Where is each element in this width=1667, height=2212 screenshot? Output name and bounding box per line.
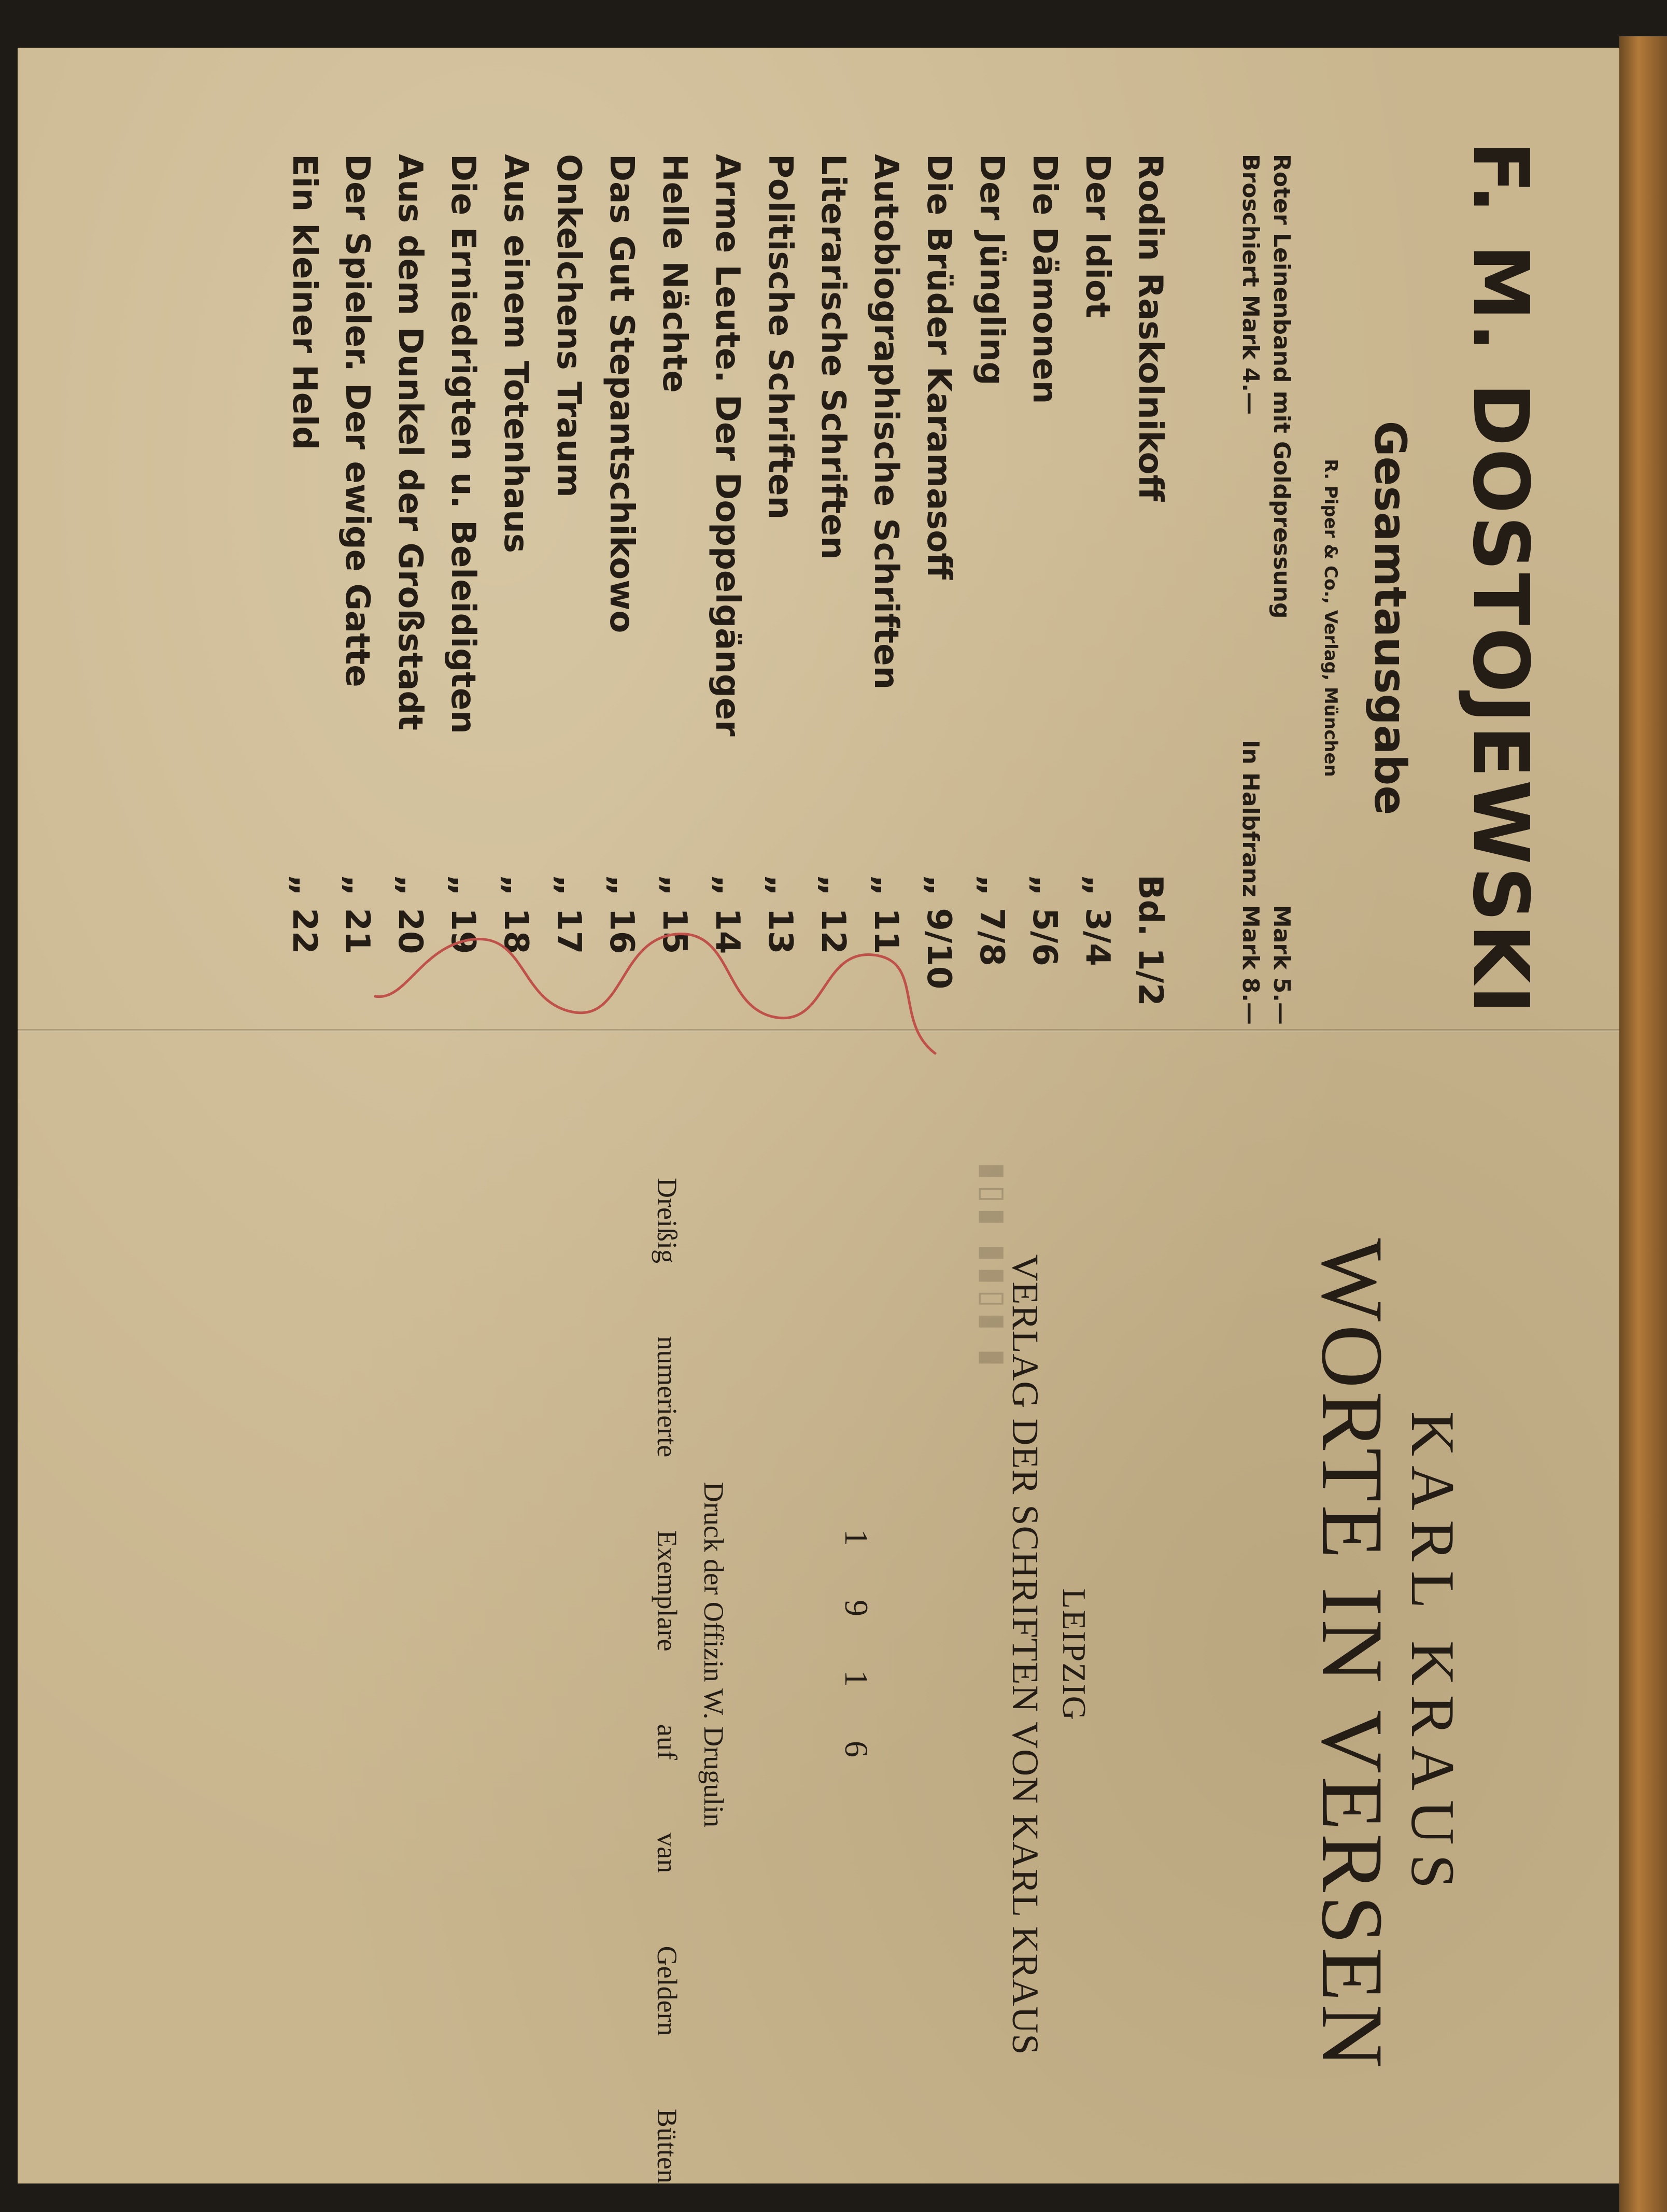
- book-list: [277, 154, 1176, 1006]
- title-page-printer: Druck der Offizin W. Drugulin: [698, 1482, 729, 1828]
- edition-word: Geldern: [652, 1946, 683, 2036]
- edition-word: Exemplare: [652, 1530, 683, 1652]
- edition-word: auf: [652, 1724, 683, 1760]
- book-volume: „ 9/10: [920, 875, 958, 990]
- title-page-place: LEIPZIG: [1056, 1588, 1093, 1721]
- book-title: Literarische Schriften: [814, 154, 852, 560]
- title-page-title: WORTE IN VERSEN: [1304, 1238, 1401, 2072]
- book-entry: [595, 154, 647, 999]
- binding-price: Mark 5.—: [1268, 905, 1295, 1025]
- edition-word: numerierte: [652, 1336, 683, 1458]
- book-volume: „ 3/4: [1078, 875, 1117, 966]
- book-title: Der Jüngling: [972, 154, 1011, 386]
- book-entry: [330, 154, 383, 999]
- book-title: Rodin Raskolnikoff: [1131, 154, 1169, 502]
- title-page-edition-note: [653, 1178, 681, 2183]
- book-volume: „ 19: [444, 875, 482, 954]
- book-volume: „ 13: [761, 875, 799, 954]
- edition-word: van: [652, 1833, 683, 1873]
- book-volume: „ 22: [285, 875, 323, 954]
- binding-row: [1268, 154, 1293, 1025]
- binding-label: Roter Leinenband mit Goldpressung: [1268, 154, 1295, 619]
- binding-price: In Halbfranz Mark 8.—: [1237, 740, 1264, 1025]
- faded-bleedthrough-text: ▮▯▮ ▮▮▯▮ ▮: [976, 1162, 1011, 1372]
- book-entry: [806, 154, 859, 999]
- title-page-year: 1 9 1 6: [838, 1529, 875, 1780]
- book-entry: [542, 154, 595, 999]
- book-entry: [912, 154, 965, 999]
- book-entry: [965, 154, 1018, 999]
- title-page-author: KARL KRAUS: [1398, 1411, 1467, 1898]
- book-volume: „ 7/8: [972, 875, 1011, 966]
- book-title: Politische Schriften: [761, 154, 799, 520]
- book-spine-edge: [1619, 36, 1667, 2212]
- book-entry: [1070, 154, 1123, 999]
- book-title: Der Spieler. Der ewige Gatte: [338, 154, 376, 687]
- book-volume: „ 16: [602, 875, 641, 954]
- book-entry: [436, 154, 489, 999]
- book-title: Die Dämonen: [1025, 154, 1064, 404]
- pencil-squiggle-mark: [360, 898, 956, 1064]
- rotated-page-content: [18, 48, 1619, 2183]
- book-title: Aus dem Dunkel der Großstadt: [391, 154, 429, 730]
- book-title: Arme Leute. Der Doppelgänger: [708, 154, 746, 737]
- book-entry: [700, 154, 753, 999]
- book-volume: „ 20: [391, 875, 429, 954]
- book-entry: [383, 154, 436, 999]
- ad-subtitle: Gesamtausgabe: [1365, 420, 1416, 815]
- book-title: Ein kleiner Held: [285, 154, 323, 450]
- book-entry: [647, 154, 700, 999]
- book-entry: [277, 154, 330, 999]
- book-title: Helle Nächte: [655, 154, 694, 393]
- edition-word: Bütten: [652, 2108, 683, 2183]
- title-page-publisher: VERLAG DER SCHRIFTEN VON KARL KRAUS: [1005, 1254, 1046, 2055]
- ad-publisher: R. Piper & Co., Verlag, München: [1320, 459, 1341, 777]
- binding-row: [1237, 154, 1262, 1025]
- book-volume: „ 12: [814, 875, 852, 954]
- ad-author-title: F. M. DOSTOJEWSKI: [1456, 141, 1545, 1016]
- book-title: Onkelchens Traum: [549, 154, 588, 498]
- book-title: Aus einem Totenhaus: [497, 154, 535, 553]
- book-entry: [753, 154, 806, 999]
- book-title: Die Brüder Karamasoff: [920, 154, 958, 580]
- book-title: Der Idiot: [1078, 154, 1117, 318]
- book-title: Die Erniedrigten u. Beleidigten: [444, 154, 482, 734]
- book-volume: Bd. 1/2: [1131, 875, 1169, 1006]
- book-entry: [859, 154, 912, 999]
- book-volume: „ 11: [867, 875, 905, 954]
- book-entry: [489, 154, 542, 999]
- book-volume: „ 17: [549, 875, 588, 954]
- book-entry: [1018, 154, 1070, 999]
- book-volume: „ 5/6: [1025, 875, 1064, 966]
- edition-word: Dreißig: [652, 1178, 683, 1263]
- book-volume: „ 15: [655, 875, 694, 954]
- book-volume: „ 14: [708, 875, 746, 954]
- binding-label: Broschiert Mark 4.—: [1237, 154, 1264, 415]
- book-title: Das Gut Stepantschikowo: [602, 154, 641, 633]
- book-entry: [1123, 154, 1176, 1006]
- book-volume: „ 21: [338, 875, 376, 954]
- book-title: Autobiographische Schriften: [867, 154, 905, 690]
- book-volume: „ 18: [497, 875, 535, 954]
